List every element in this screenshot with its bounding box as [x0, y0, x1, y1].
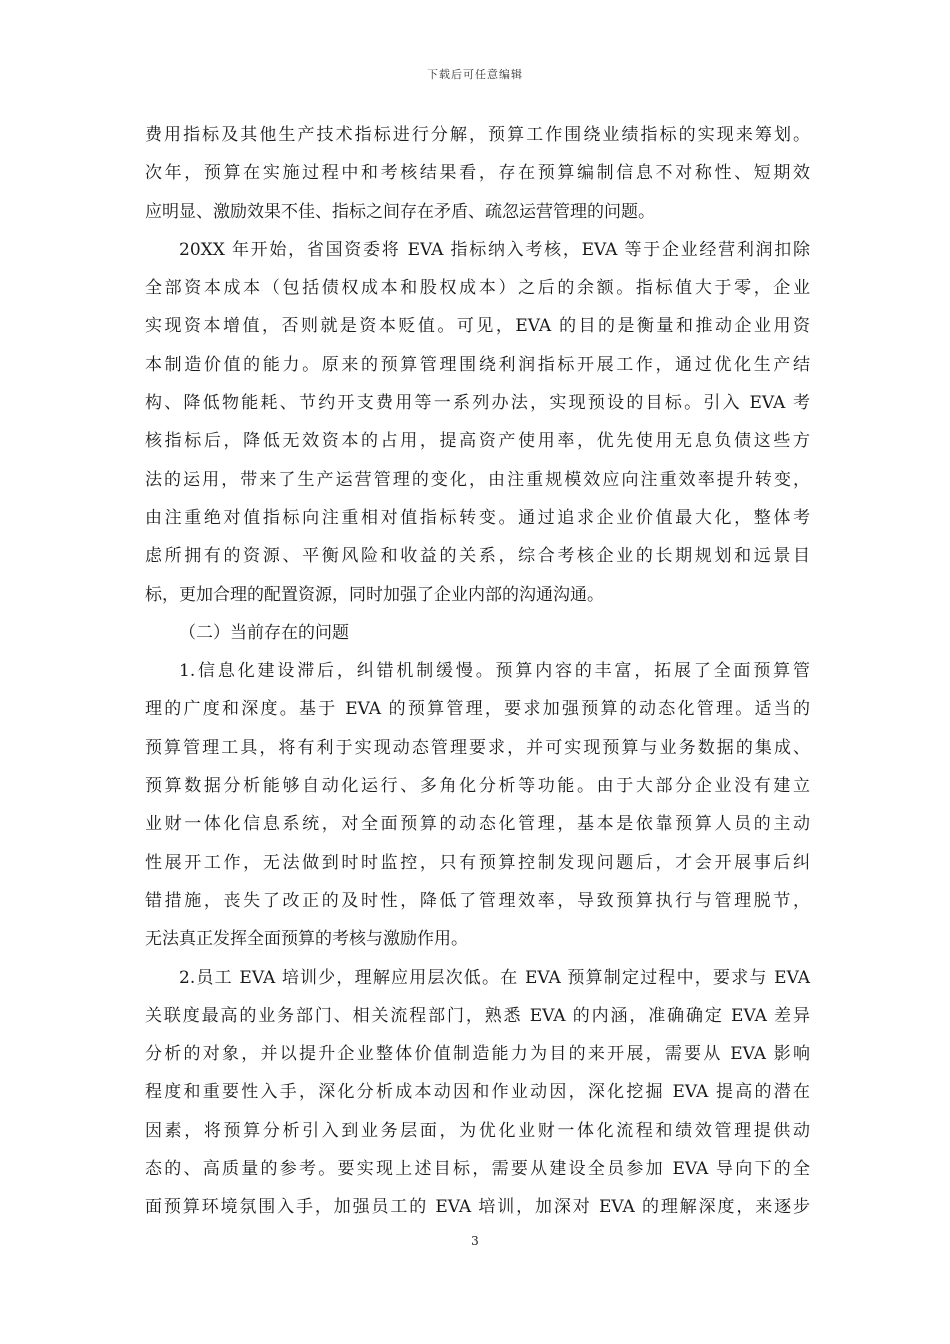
- page-header: 下载后可任意编辑: [427, 68, 523, 81]
- text-line: 法的运用，带来了生产运营管理的变化，由注重规模效应向注重效率提升转变，: [145, 469, 810, 490]
- text-line: 次年，预算在实施过程中和考核结果看，存在预算编制信息不对称性、短期效: [145, 163, 810, 184]
- text-line: 错措施，丧失了改正的及时性，降低了管理效率，导致预算执行与管理脱节，: [145, 890, 810, 911]
- page-number: 3: [471, 1234, 479, 1248]
- text-line: 程度和重要性入手，深化分析成本动因和作业动因，深化挖掘 EVA 提高的潜在: [145, 1082, 810, 1103]
- text-line: 态的、高质量的参考。要实现上述目标，需要从建设全员参加 EVA 导向下的全: [145, 1159, 810, 1180]
- text-line: 分析的对象，并以提升企业整体价值制造能力为目的来开展，需要从 EVA 影响: [145, 1044, 810, 1065]
- text-line: 本制造价值的能力。原来的预算管理围绕利润指标开展工作，通过优化生产结: [145, 354, 810, 375]
- text-line: 预算数据分析能够自动化运行、多角化分析等功能。由于大部分企业没有建立: [145, 776, 810, 797]
- text-line: 虑所拥有的资源、平衡风险和收益的关系，综合考核企业的长期规划和远景目: [145, 546, 810, 567]
- section-heading-text: （二）当前存在的问题: [179, 622, 349, 643]
- paragraph: [145, 116, 810, 231]
- paragraph: [145, 231, 810, 614]
- text-line: 关联度最高的业务部门、相关流程部门，熟悉 EVA 的内涵，准确确定 EVA 差异: [145, 1005, 810, 1026]
- text-line: 面预算环境氛围入手，加强员工的 EVA 培训，加深对 EVA 的理解深度，来逐步: [145, 1197, 810, 1218]
- text-line: 1.信息化建设滞后，纠错机制缓慢。预算内容的丰富，拓展了全面预算管: [179, 661, 810, 682]
- document-body: [145, 116, 810, 1227]
- text-line: 标，更加合理的配置资源，同时加强了企业内部的沟通沟通。: [145, 584, 604, 605]
- text-line: 由注重绝对值指标向注重相对值指标转变。通过追求企业价值最大化，整体考: [145, 507, 810, 528]
- text-line: 20XX 年开始，省国资委将 EVA 指标纳入考核，EVA 等于企业经营利润扣除: [179, 239, 810, 260]
- text-line: 理的广度和深度。基于 EVA 的预算管理，要求加强预算的动态化管理。适当的: [145, 699, 810, 720]
- text-line: 性展开工作，无法做到时时监控，只有预算控制发现问题后，才会开展事后纠: [145, 852, 810, 873]
- text-line: 2.员工 EVA 培训少，理解应用层次低。在 EVA 预算制定过程中，要求与 EVA: [179, 967, 810, 988]
- text-line: 构、降低物能耗、节约开支费用等一系列办法，实现预设的目标。引入 EVA 考: [145, 393, 810, 414]
- text-line: 全部资本成本（包括债权成本和股权成本）之后的余额。指标值大于零，企业: [145, 278, 810, 299]
- section-heading: [145, 614, 810, 652]
- text-line: 无法真正发挥全面预算的考核与激励作用。: [145, 929, 468, 950]
- text-line: 实现资本增值，否则就是资本贬值。可见，EVA 的目的是衡量和推动企业用资: [145, 316, 810, 337]
- text-line: 费用指标及其他生产技术指标进行分解，预算工作围绕业绩指标的实现来筹划。: [145, 125, 810, 145]
- paragraph: [145, 652, 810, 958]
- text-line: 业财一体化信息系统，对全面预算的动态化管理，基本是依靠预算人员的主动: [145, 814, 810, 835]
- text-line: 预算管理工具，将有利于实现动态管理要求，并可实现预算与业务数据的集成、: [145, 737, 810, 758]
- paragraph: [145, 959, 810, 1227]
- text-line: 应明显、激励效果不佳、指标之间存在矛盾、疏忽运营管理的问题。: [145, 201, 655, 222]
- text-line: 核指标后，降低无效资本的占用，提高资产使用率，优先使用无息负债这些方: [145, 431, 810, 452]
- text-line: 因素，将预算分析引入到业务层面，为优化业财一体化流程和绩效管理提供动: [145, 1120, 810, 1141]
